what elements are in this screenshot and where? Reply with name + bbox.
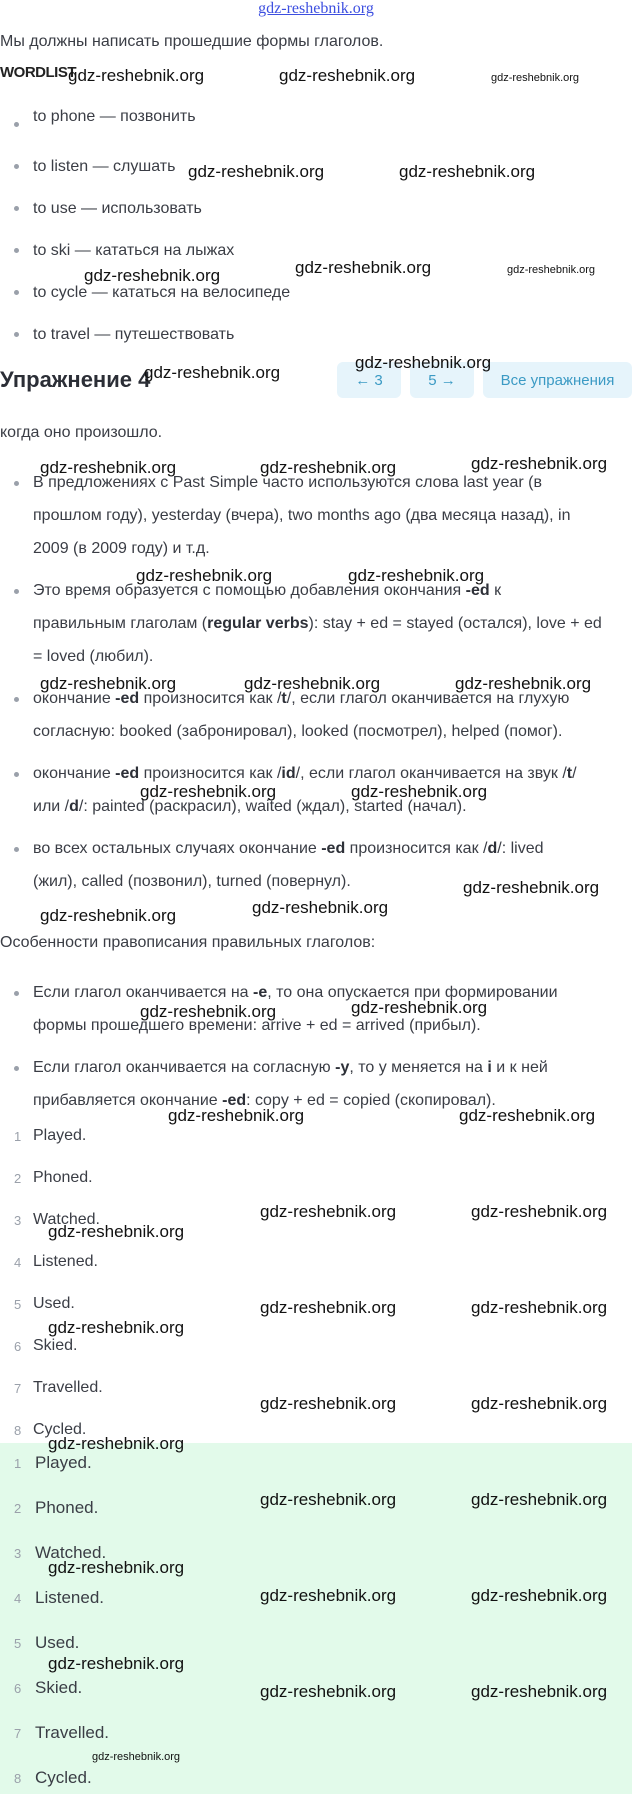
theory-bullet-3: окончание -ed произносится как /t/, если глагол оканчивается на глухую согласную: booked (забронировал), looked (посмотрел), helped (помог).	[33, 690, 570, 740]
answer-item: Listened.	[35, 1588, 104, 1607]
answer-item: Cycled.	[35, 1768, 92, 1787]
answer-item: Skied.	[33, 1337, 78, 1354]
list-item: to cycle — кататься на велосипеде	[33, 284, 291, 301]
answer-item: Played.	[35, 1453, 92, 1472]
answer-number: 7	[14, 1381, 22, 1396]
bullet-icon	[14, 697, 19, 702]
list-item: to listen — слушать	[33, 158, 176, 175]
watermark: gdz-reshebnik.org	[252, 898, 389, 917]
bullet-icon	[14, 332, 19, 337]
watermark: gdz-reshebnik.org	[48, 1222, 185, 1241]
list-item: to phone — позвонить	[33, 108, 196, 125]
bullet-icon	[14, 847, 19, 852]
answer-item: Played.	[33, 1127, 87, 1144]
watermark: gdz-reshebnik.org	[188, 162, 325, 181]
answer-number: 7	[14, 1726, 22, 1741]
answer-number: 5	[14, 1636, 22, 1651]
watermark: gdz-reshebnik.org	[260, 1490, 397, 1509]
watermark: gdz-reshebnik.org	[348, 566, 485, 585]
answer-number: 4	[14, 1591, 22, 1606]
answer-item: Travelled.	[35, 1723, 110, 1742]
exercise-title: Упражнение 4	[0, 367, 151, 392]
wordlist-label: WORDLIST	[0, 64, 76, 81]
bullet-icon	[14, 589, 19, 594]
bullet-icon	[14, 1066, 19, 1071]
answer-number: 2	[14, 1501, 22, 1516]
answer-number: 6	[14, 1339, 22, 1354]
list-item: to use — использовать	[33, 200, 202, 217]
watermark: gdz-reshebnik.org	[355, 353, 492, 372]
answer-item: Phoned.	[35, 1498, 99, 1517]
answer-number: 8	[14, 1771, 22, 1786]
watermark: gdz-reshebnik.org	[260, 1682, 397, 1701]
theory-bullet-2: Это время образуется с помощью добавления окончания -ed к правильным глаголам (regular verbs): stay + ed = stayed (остался), love + ed = loved (любил).	[33, 582, 602, 665]
watermark: gdz-reshebnik.org	[351, 782, 488, 801]
theory-bullet-5: во всех остальных случаях окончание -ed произносится как /d/: lived (жил), called (позвонил), turned (повернул).	[33, 840, 544, 890]
answer-item: Travelled.	[33, 1379, 103, 1396]
answer-number: 3	[14, 1213, 22, 1228]
watermark: gdz-reshebnik.org	[471, 1298, 608, 1317]
watermark: gdz-reshebnik.org	[48, 1654, 185, 1673]
answer-number: 5	[14, 1297, 22, 1312]
watermark: gdz-reshebnik.org	[168, 1106, 305, 1125]
answer-item: Cycled.	[33, 1421, 87, 1438]
watermark: gdz-reshebnik.org	[48, 1434, 185, 1453]
watermark: gdz-reshebnik.org	[260, 1298, 397, 1317]
watermark: gdz-reshebnik.org	[471, 1394, 608, 1413]
intro-text: Мы должны написать прошедшие формы глаголов.	[0, 33, 384, 50]
watermark: gdz-reshebnik.org	[40, 458, 177, 477]
bullet-icon	[14, 772, 19, 777]
watermark: gdz-reshebnik.org	[244, 674, 381, 693]
watermark: gdz-reshebnik.org	[260, 458, 397, 477]
watermark: gdz-reshebnik.org	[136, 566, 273, 585]
watermark: gdz-reshebnik.org	[40, 674, 177, 693]
bullet-icon	[14, 122, 19, 127]
watermark: gdz-reshebnik.org	[471, 1682, 608, 1701]
spelling-bullet-1: Если глагол оканчивается на -e, то она опускается при формировании формы прошедшего времени: arrive + ed = arrived (прибыл).	[33, 984, 558, 1034]
bullet-icon	[14, 481, 19, 486]
watermark: gdz-reshebnik.org	[144, 363, 281, 382]
watermark: gdz-reshebnik.org	[463, 878, 600, 897]
bullet-icon	[14, 206, 19, 211]
bullet-icon	[14, 164, 19, 169]
next-exercise-button[interactable]: 5 →	[410, 362, 474, 398]
all-exercises-button[interactable]: Все упражнения	[483, 362, 632, 398]
answer-number: 3	[14, 1546, 22, 1561]
watermark: gdz-reshebnik.org	[140, 782, 277, 801]
watermark: gdz-reshebnik.org	[260, 1394, 397, 1413]
answer-item: Used.	[33, 1295, 75, 1312]
answer-item: Watched.	[35, 1543, 107, 1562]
prev-exercise-button[interactable]: ← 3	[337, 362, 401, 398]
answer-number: 8	[14, 1423, 22, 1438]
watermark: gdz-reshebnik.org	[507, 264, 596, 276]
list-item: to travel — путешествовать	[33, 326, 235, 343]
watermark: gdz-reshebnik.org	[295, 258, 432, 277]
watermark: gdz-reshebnik.org	[399, 162, 536, 181]
watermark: gdz-reshebnik.org	[140, 1002, 277, 1021]
answer-number: 4	[14, 1255, 22, 1270]
watermark: gdz-reshebnik.org	[260, 1202, 397, 1221]
answer-number: 1	[14, 1456, 22, 1471]
bullet-icon	[14, 248, 19, 253]
watermark: gdz-reshebnik.org	[471, 1586, 608, 1605]
list-item: to ski — кататься на лыжах	[33, 242, 235, 259]
theory-bullet-1: В предложениях с Past Simple часто используются слова last year (в прошлом году), yesterday (вчера), two months ago (два месяца назад), in 2009 (в 2009 году) и т.д.	[33, 474, 571, 557]
watermark: gdz-reshebnik.org	[48, 1558, 185, 1577]
watermark: gdz-reshebnik.org	[279, 66, 416, 85]
spelling-title: Особенности правописания правильных глаголов:	[0, 934, 376, 951]
watermark: gdz-reshebnik.org	[68, 66, 205, 85]
watermark: gdz-reshebnik.org	[48, 1318, 185, 1337]
watermark: gdz-reshebnik.org	[84, 266, 221, 285]
theory-lead: когда оно произошло.	[0, 424, 163, 441]
answer-item: Used.	[35, 1633, 80, 1652]
answer-item: Listened.	[33, 1253, 98, 1270]
watermark-link[interactable]: gdz-reshebnik.org	[258, 0, 374, 17]
watermark: gdz-reshebnik.org	[260, 1586, 397, 1605]
answer-number: 6	[14, 1681, 22, 1696]
bullet-icon	[14, 991, 19, 996]
watermark: gdz-reshebnik.org	[471, 1490, 608, 1509]
answer-item: Watched.	[33, 1211, 100, 1228]
watermark: gdz-reshebnik.org	[92, 1751, 181, 1763]
theory-bullet-4: окончание -ed произносится как /id/, если глагол оканчивается на звук /t/ или /d/: painted (раскрасил), waited (ждал), started (начал).	[33, 765, 577, 815]
answer-item: Phoned.	[33, 1169, 93, 1186]
answer-number: 2	[14, 1171, 22, 1186]
watermark: gdz-reshebnik.org	[459, 1106, 596, 1125]
watermark: gdz-reshebnik.org	[455, 674, 592, 693]
bullet-icon	[14, 290, 19, 295]
watermark: gdz-reshebnik.org	[491, 72, 580, 84]
watermark: gdz-reshebnik.org	[471, 1202, 608, 1221]
answer-item: Skied.	[35, 1678, 83, 1697]
watermark: gdz-reshebnik.org	[351, 998, 488, 1017]
watermark: gdz-reshebnik.org	[40, 906, 177, 925]
watermark: gdz-reshebnik.org	[471, 454, 608, 473]
spelling-bullet-2: Если глагол оканчивается на согласную -y, то у меняется на i и к ней прибавляется окончание -ed: copy + ed = copied (скопировал).	[33, 1059, 548, 1109]
answer-number: 1	[14, 1129, 22, 1144]
